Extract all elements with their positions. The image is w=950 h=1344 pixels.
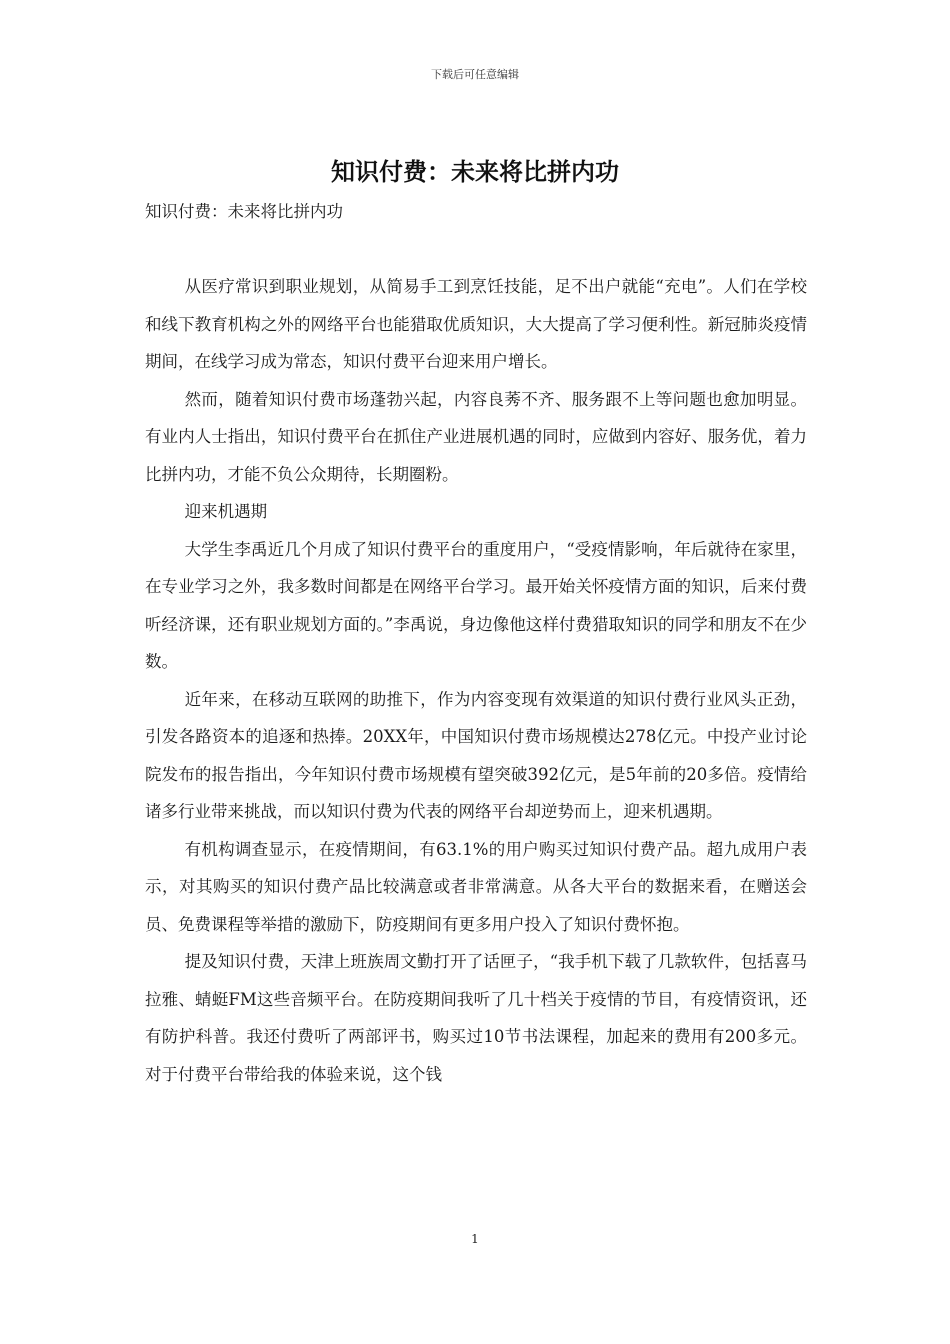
- paragraph: 从医疗常识到职业规划，从简易手工到烹饪技能，足不出户就能“充电”。人们在学校和线下教育机构之外的网络平台也能猎取优质知识，大大提高了学习便利性。新冠肺炎疫情期间，在线学习成为常态，知识付费平台迎来用户增长。: [145, 277, 807, 371]
- section-heading: 迎来机遇期: [184, 502, 268, 521]
- paragraph: 近年来，在移动互联网的助推下，作为内容变现有效渠道的知识付费行业风头正劲，引发各路资本的追逐和热捧。20XX年，中国知识付费市场规模达278亿元。中投产业讨论院发布的报告指出，今年知识付费市场规模有望突破392亿元，是5年前的20多倍。疫情给诸多行业带来挑战，而以知识付费为代表的网络平台却逆势而上，迎来机遇期。: [145, 689, 807, 821]
- paragraph: 然而，随着知识付费市场蓬勃兴起，内容良莠不齐、服务跟不上等问题也愈加明显。有业内人士指出，知识付费平台在抓住产业进展机遇的同时，应做到内容好、服务优，着力比拼内功，才能不负公众期待，长期圈粉。: [145, 389, 807, 484]
- paragraph: 大学生李禹近几个月成了知识付费平台的重度用户，“受疫情影响，年后就待在家里，在专业学习之外，我多数时间都是在网络平台学习。最开始关怀疫情方面的知识，后来付费听经济课，还有职业规划方面的。”李禹说，身边像他这样付费猎取知识的同学和朋友不在少数。: [145, 539, 807, 671]
- article-body: [145, 268, 807, 1093]
- page-number: 1: [471, 1232, 479, 1246]
- paragraph: 有机构调查显示，在疫情期间，有63.1%的用户购买过知识付费产品。超九成用户表示，对其购买的知识付费产品比较满意或者非常满意。从各大平台的数据来看，在赠送会员、免费课程等举措的激励下，防疫期间有更多用户投入了知识付费怀抱。: [145, 839, 807, 934]
- article-subtitle: 知识付费：未来将比拼内功: [145, 202, 343, 221]
- article-title: 知识付费：未来将比拼内功: [331, 158, 619, 186]
- paragraph: 提及知识付费，天津上班族周文勤打开了话匣子，“我手机下载了几款软件，包括喜马拉雅、蜻蜓FM这些音频平台。在防疫期间我听了几十档关于疫情的节目，有疫情资讯，还有防护科普。我还付费听了两部评书，购买过10节书法课程，加起来的费用有200多元。对于付费平台带给我的体验来说，这个钱: [145, 952, 807, 1084]
- page-header: 下载后可任意编辑: [431, 68, 519, 81]
